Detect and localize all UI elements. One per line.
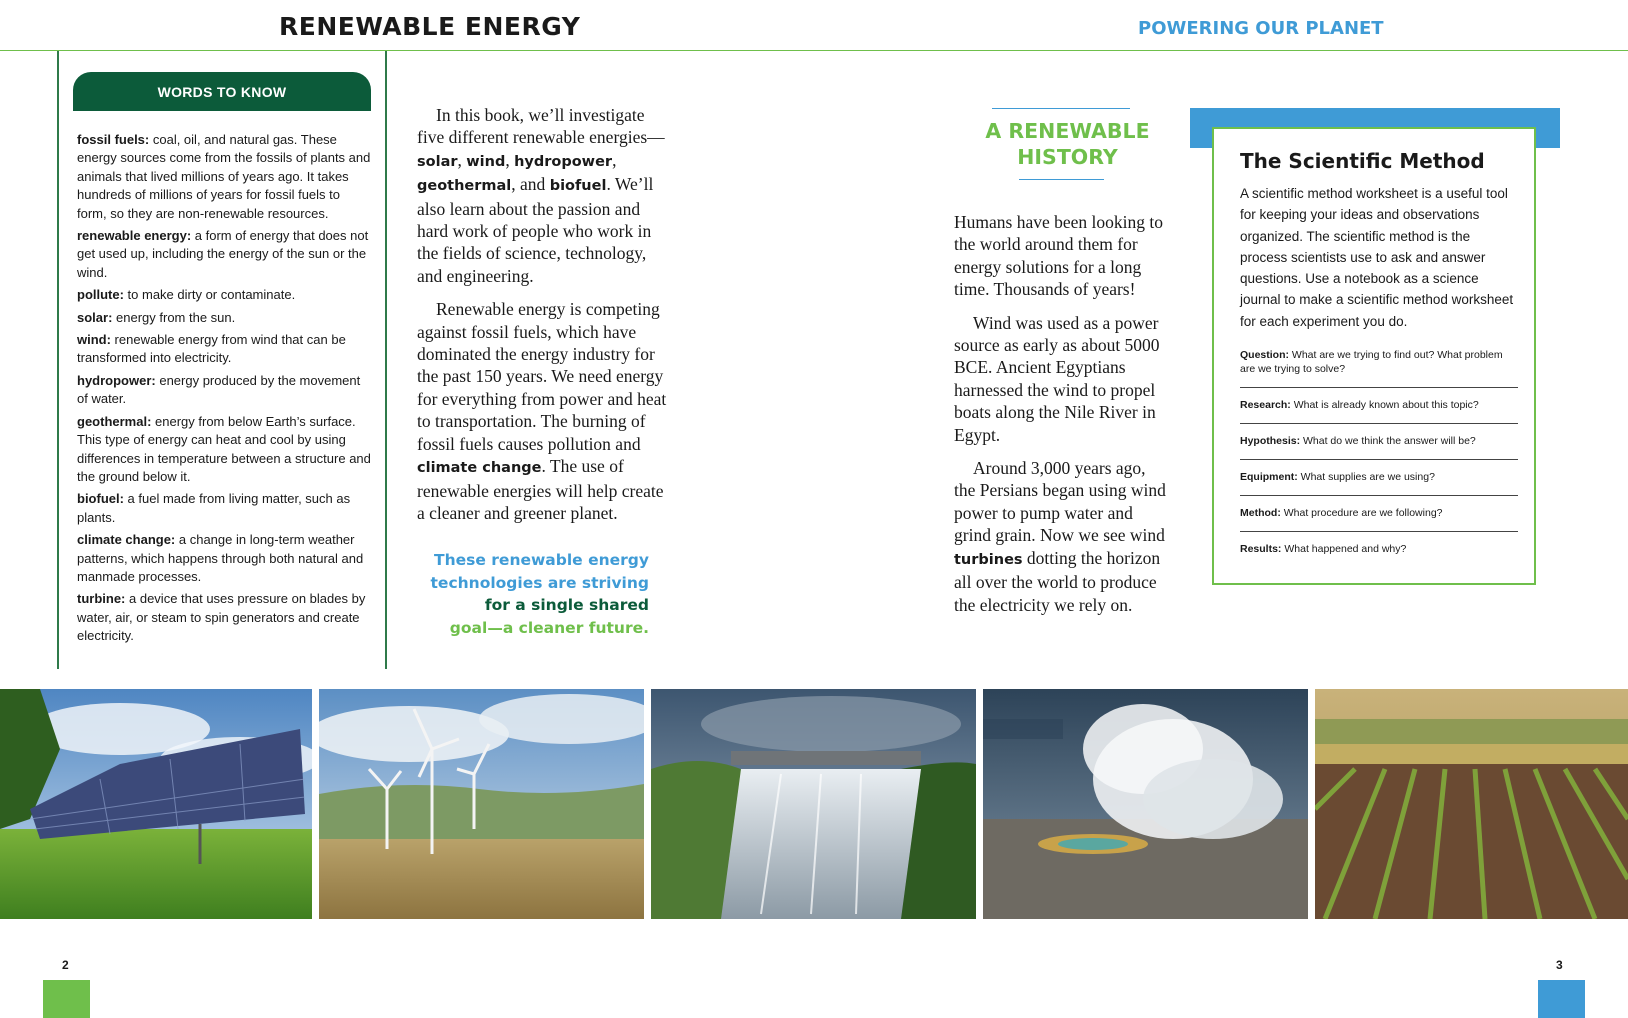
glossary-item (77, 309, 371, 327)
glossary-definition: energy produced by the movement of water. (77, 372, 361, 407)
page-tab-right (1538, 980, 1585, 1018)
history-bottom-rule (1019, 179, 1104, 180)
pull-quote-line: These renewable energy (434, 551, 649, 569)
keyword-wind: wind (466, 153, 506, 170)
glossary-item (77, 286, 371, 304)
worksheet-label: Research: (1240, 399, 1291, 411)
crop-field-photo (1315, 689, 1628, 919)
intro-text (417, 104, 675, 524)
glossary-term: solar: (77, 309, 113, 325)
keyword-solar: solar (417, 153, 458, 170)
worksheet-label: Equipment: (1240, 471, 1298, 483)
worksheet-row (1240, 495, 1518, 531)
page-number-left: 2 (62, 958, 69, 972)
pull-quote-line: for a single shared (484, 596, 649, 615)
glossary-right-rule (385, 51, 387, 669)
page-title-right: POWERING OUR PLANET (1138, 18, 1384, 39)
worksheet-row (1240, 348, 1518, 387)
history-top-rule (992, 108, 1130, 109)
keyword-climate-change: climate change (417, 460, 542, 477)
glossary-term: fossil fuels: (77, 132, 150, 147)
geothermal-geyser-photo (983, 689, 1308, 919)
text-run: , (612, 149, 617, 170)
keyword-biofuel: biofuel (549, 178, 607, 195)
worksheet-label: Hypothesis: (1240, 435, 1301, 447)
glossary-definition: a device that uses pressure on blades by water, air, or steam to spin generators and create electricity. (77, 591, 366, 644)
glossary-definition: a fuel made from living matter, such as plants. (77, 491, 351, 525)
worksheet-rows (1240, 348, 1518, 567)
glossary-list (77, 131, 371, 650)
solar-panels-photo (0, 689, 312, 919)
glossary-left-rule (57, 51, 59, 669)
worksheet-row (1240, 387, 1518, 423)
intro-paragraph-2 (417, 298, 675, 524)
glossary-definition: to make dirty or contaminate. (123, 287, 296, 303)
text-run: . We’ll also learn about the passion and hard work of people who work in the fields of science, technology, and engineering. (417, 174, 654, 286)
glossary-term: wind: (77, 332, 111, 348)
keyword-turbines: turbines (954, 551, 1023, 568)
glossary-item (77, 413, 371, 487)
glossary-term: turbine: (77, 591, 126, 607)
keyword-hydropower: hydropower (514, 153, 613, 170)
history-paragraph-2: Wind was used as a power source as early as about 5000 BCE. Ancient Egyptians harnessed the wind to propel boats along the Nile River in Egypt. (954, 312, 1160, 445)
history-heading: A RENEWABLE HISTORY (985, 119, 1150, 169)
page-title-left: RENEWABLE ENERGY (279, 12, 581, 41)
glossary-definition: a change in long-term weather patterns, which happens through both natural and manmade processes. (77, 532, 364, 584)
pull-quote (417, 549, 649, 639)
text-run: In this book, we’ll investigate five different renewable energies— (417, 105, 665, 148)
worksheet-row (1240, 459, 1518, 495)
glossary-item (77, 131, 371, 223)
keyword-geothermal: geothermal (417, 178, 512, 195)
worksheet-text: What do we think the answer will be? (1300, 435, 1476, 447)
glossary-definition: energy from the sun. (112, 309, 236, 325)
text-run: , and (511, 174, 550, 195)
worksheet-label: Method: (1240, 507, 1281, 519)
glossary-definition: energy from below Earth’s surface. This type of energy can heat and cool by using differences in temperature between a structure and the ground below it. (77, 413, 371, 484)
scientific-method-box (1212, 127, 1536, 585)
scientific-method-intro: A scientific method worksheet is a useful tool for keeping your ideas and observations organized. The scientific method is the process scientists use to ask and answer questions. Use a notebook as a science journal to make a scientific method worksheet for each experiment you do. (1240, 186, 1514, 329)
history-text (954, 211, 1168, 616)
text-run: . The use of renewable energies will help create a cleaner and greener planet. (417, 456, 664, 523)
worksheet-text: What is already known about this topic? (1290, 399, 1479, 411)
header-divider (0, 50, 1628, 51)
glossary-term: geothermal: (77, 413, 152, 429)
worksheet-text: What procedure are we following? (1280, 507, 1443, 519)
worksheet-row (1240, 531, 1518, 567)
worksheet-row (1240, 423, 1518, 459)
worksheet-text: What supplies are we using? (1297, 471, 1435, 483)
glossary-item (77, 331, 371, 368)
history-paragraph-3 (954, 457, 1168, 616)
hydropower-dam-photo (651, 689, 976, 919)
glossary-item (77, 590, 371, 645)
glossary-term: hydropower: (77, 372, 156, 388)
intro-paragraph-1 (417, 104, 675, 287)
worksheet-label: Results: (1240, 543, 1282, 555)
glossary-term: biofuel: (77, 491, 124, 507)
worksheet-text: What are we trying to find out? What problem are we trying to solve? (1240, 349, 1503, 375)
text-run: , (505, 149, 515, 170)
glossary-item (77, 227, 371, 282)
text-run: dotting the horizon all over the world to produce the electricity we rely on. (954, 547, 1161, 615)
history-paragraph-1: Humans have been looking to the world around them for energy solutions for a long time. Thousands of years! (954, 212, 1163, 300)
text-run: , (457, 149, 467, 170)
scientific-method-title: The Scientific Method (1240, 149, 1485, 173)
worksheet-label: Question: (1240, 349, 1289, 361)
words-to-know-header: WORDS TO KNOW (73, 72, 371, 111)
page-tab-left (43, 980, 90, 1018)
glossary-term: renewable energy: (77, 228, 192, 244)
worksheet-text: What happened and why? (1281, 543, 1407, 555)
glossary-item (77, 531, 371, 586)
pull-quote-line: technologies are striving (430, 573, 649, 592)
pull-quote-line: goal—a cleaner future. (449, 618, 649, 637)
glossary-item (77, 490, 371, 527)
glossary-definition: a form of energy that does not get used up, including the energy of the sun or the wind. (77, 228, 369, 280)
glossary-definition: coal, oil, and natural gas. These energy sources come from the fossils of plants and animals that lived millions of years ago. It takes hundreds of millions of years for fossil fuels to form, so they are non-renewable resources. (77, 132, 371, 221)
glossary-term: climate change: (77, 532, 176, 548)
glossary-definition: renewable energy from wind that can be transformed into electricity. (77, 332, 346, 366)
wind-turbines-photo (319, 689, 644, 919)
glossary-term: pollute: (77, 287, 124, 303)
text-run: Renewable energy is competing against fossil fuels, which have dominated the energy industry for the past 150 years. We need energy for everything from power and heat to transportation. The burning of fossil fuels causes pollution and (417, 299, 667, 454)
page-number-right: 3 (1556, 958, 1563, 972)
glossary-item (77, 372, 371, 409)
text-run: Around 3,000 years ago, the Persians began using wind power to pump water and grind grain. Now we see wind (954, 458, 1166, 546)
